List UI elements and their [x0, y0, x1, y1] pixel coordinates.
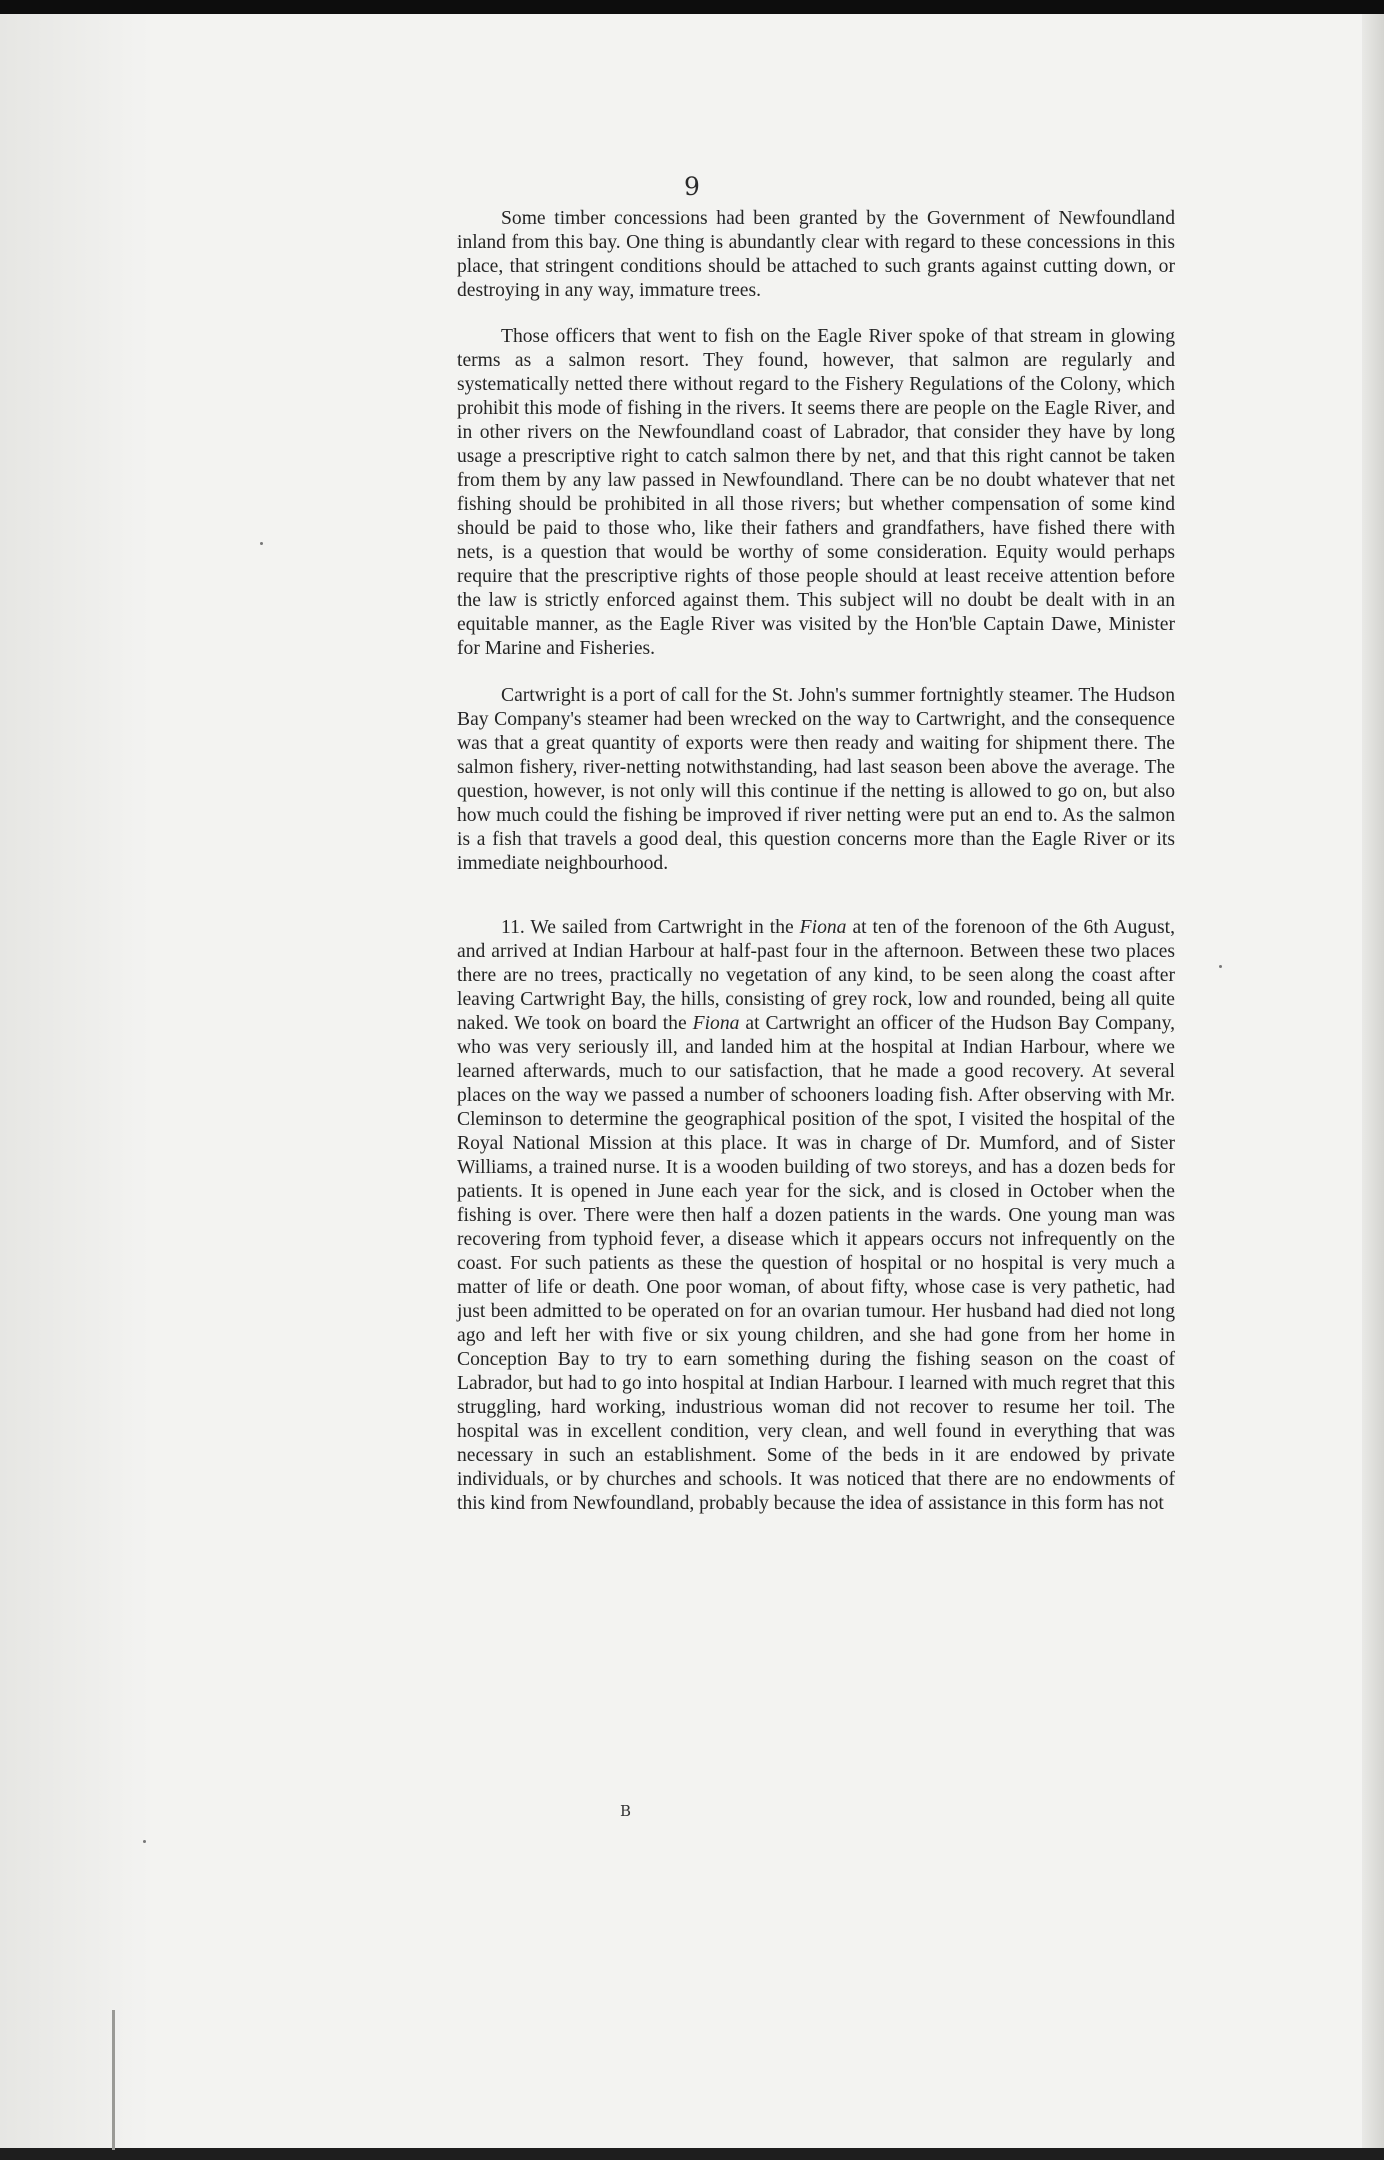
- ship-name: Fiona: [692, 1013, 740, 1034]
- paragraph-part: at Cartwright an officer of the Hudson Bay Company, who was very seriously ill, and landed him at the hospital at Indian Harbour, where we learned afterwards, much to our satisfaction, that he made a good recovery. At several places on the way we passed a number of schooners loading fish. After observing with Mr. Cleminson to determine the geographical position of the spot, I visited the hospital of the Royal National Mission at this place. It was in charge of Dr. Mumford, and of Sister Williams, a trained nurse. It is a wooden building of two storeys, and has a dozen beds for patients. It is opened in June each year for the sick, and is closed in October when the fishing is over. There were then half a dozen patients in the wards. One young man was recovering from typhoid fever, a disease which it appears occurs not infrequently on the coast. For such patients as these the question of hospital or no hospital is very much a matter of life or death. One poor woman, of about fifty, whose case is very pathetic, had just been admitted to be operated on for an ovarian tumour. Her husband had died not long ago and left her with five or six young children, and she had gone from her home in Conception Bay to try to earn something during the fishing season on the coast of Labrador, but had to go into hospital at Indian Harbour. I learned with much regret that this struggling, hard working, industrious woman did not recover to resume her toil. The hospital was in excellent condition, very clean, and well found in everything that was necessary in such an establishment. Some of the beds in it are endowed by private individuals, or by churches and schools. It was noticed that there are no endowments of this kind from Newfoundland, probably because the idea of assistance in this form has not: [457, 1013, 1175, 1514]
- ship-name: Fiona: [799, 917, 847, 938]
- page-number: 9: [684, 172, 700, 201]
- scan-bottom-border: [0, 2148, 1384, 2160]
- paragraph-part: at ten of the forenoon of the 6th August, and arrived at Indian Harbour at half-past four in the afternoon. Between these two places there are no trees, practically no vegetation of any kind, to be seen along the coast after leaving Cartwright Bay, the hills, consisting of grey rock, low and rounded, being all quite naked. We took on board the: [457, 917, 1175, 1034]
- scan-speck: [143, 1840, 146, 1843]
- document-body: [457, 207, 1175, 1516]
- paragraph-timber-concessions: Some timber concessions had been granted by the Government of Newfoundland inland from this bay. One thing is abundantly clear with regard to these concessions in this place, that stringent conditions should be attached to such grants against cutting down, or destroying in any way, immature trees.: [457, 208, 1175, 301]
- scan-speck: [260, 542, 263, 545]
- signature-mark: B: [620, 1802, 632, 1820]
- scan-left-shading: [0, 0, 150, 2160]
- scan-binding-line: [112, 2010, 115, 2150]
- scan-right-edge: [1362, 0, 1384, 2160]
- scan-speck: [1219, 965, 1222, 968]
- paragraph-eagle-river: Those officers that went to fish on the Eagle River spoke of that stream in glowing terms as a salmon resort. They found, however, that salmon are regularly and systematically netted there without regard to the Fishery Regulations of the Colony, which prohibit this mode of fishing in the rivers. It seems there are people on the Eagle River, and in other rivers on the Newfoundland coast of Labrador, that consider they have by long usage a prescriptive right to catch salmon there by net, and that this right cannot be taken from them by any law passed in Newfoundland. There can be no doubt whatever that net fishing should be prohibited in all those rivers; but whether compensation of some kind should be paid to those who, like their fathers and grandfathers, have fished there with nets, is a question that would be worthy of some consideration. Equity would perhaps require that the prescriptive rights of those people should at least receive attention before the law is strictly enforced against them. This subject will no doubt be dealt with in an equitable manner, as the Eagle River was visited by the Hon'ble Captain Dawe, Minister for Marine and Fisheries.: [457, 326, 1175, 659]
- scan-top-border: [0, 0, 1384, 14]
- paragraph-cartwright: Cartwright is a port of call for the St. John's summer fortnightly steamer. The Hudson Bay Company's steamer had been wrecked on the way to Cartwright, and the consequence was that a great quantity of exports were then ready and waiting for shipment there. The salmon fishery, river-netting notwithstanding, had last season been above the average. The question, however, is not only will this continue if the netting is allowed to go on, but also how much could the fishing be improved if river netting were put an end to. As the salmon is a fish that travels a good deal, this question concerns more than the Eagle River or its immediate neighbourhood.: [457, 685, 1175, 874]
- paragraph-part: 11. We sailed from Cartwright in the: [501, 917, 800, 938]
- paragraph-indian-harbour: [457, 916, 1175, 1516]
